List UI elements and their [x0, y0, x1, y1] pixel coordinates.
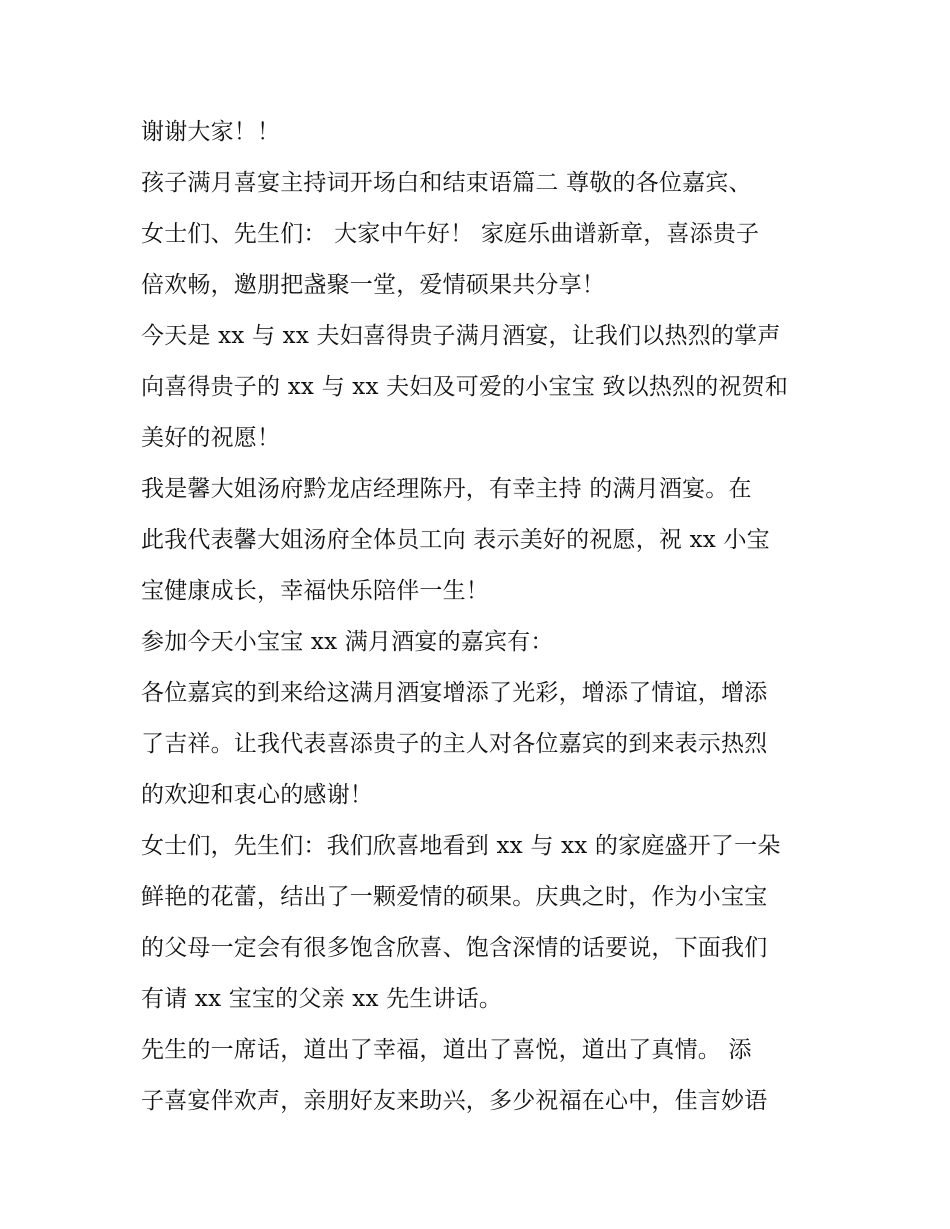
text-line: 有请 xx 宝宝的父亲 xx 先生讲话。 — [141, 986, 503, 1012]
text-line: 女士们，先生们：我们欣喜地看到 xx 与 xx 的家庭盛开了一朵 — [141, 833, 781, 859]
document-body — [141, 107, 821, 1127]
text-line: 此我代表馨大姐汤府全体员工向 表示美好的祝愿，祝 xx 小宝 — [141, 527, 770, 553]
text-line: 美好的祝愿！ — [141, 425, 281, 451]
text-line: 倍欢畅，邀朋把盏聚一堂，爱情硕果共分享！ — [141, 272, 605, 298]
text-line: 女士们、先生们： 大家中午好！ 家庭乐曲谱新章，喜添贵子 — [141, 221, 760, 247]
text-line: 孩子满月喜宴主持词开场白和结束语篇二 尊敬的各位嘉宾、 — [141, 170, 752, 196]
text-line: 先生的一席话，道出了幸福，道出了喜悦，道出了真情。 添 — [141, 1037, 752, 1063]
text-line: 向喜得贵子的 xx 与 xx 夫妇及可爱的小宝宝 致以热烈的祝贺和 — [141, 374, 789, 400]
text-line: 的父母一定会有很多饱含欣喜、饱含深情的话要说，下面我们 — [141, 935, 768, 961]
text-line: 各位嘉宾的到来给这满月酒宴增添了光彩，增添了情谊，增添 — [141, 680, 768, 706]
text-line: 宝健康成长，幸福快乐陪伴一生！ — [141, 578, 489, 604]
text-line: 谢谢大家！！ — [141, 119, 281, 145]
text-line: 我是馨大姐汤府黔龙店经理陈丹，有幸主持 的满月酒宴。在 — [141, 476, 752, 502]
text-line: 的欢迎和衷心的感谢！ — [141, 782, 373, 808]
text-line: 子喜宴伴欢声，亲朋好友来助兴，多少祝福在心中，佳言妙语 — [141, 1088, 768, 1114]
text-line: 鲜艳的花蕾，结出了一颗爱情的硕果。庆典之时，作为小宝宝 — [141, 884, 768, 910]
text-line: 今天是 xx 与 xx 夫妇喜得贵子满月酒宴，让我们以热烈的掌声 — [141, 323, 781, 349]
text-line: 参加今天小宝宝 xx 满月酒宴的嘉宾有： — [141, 629, 554, 655]
text-line: 了吉祥。让我代表喜添贵子的主人对各位嘉宾的到来表示热烈 — [141, 731, 768, 757]
